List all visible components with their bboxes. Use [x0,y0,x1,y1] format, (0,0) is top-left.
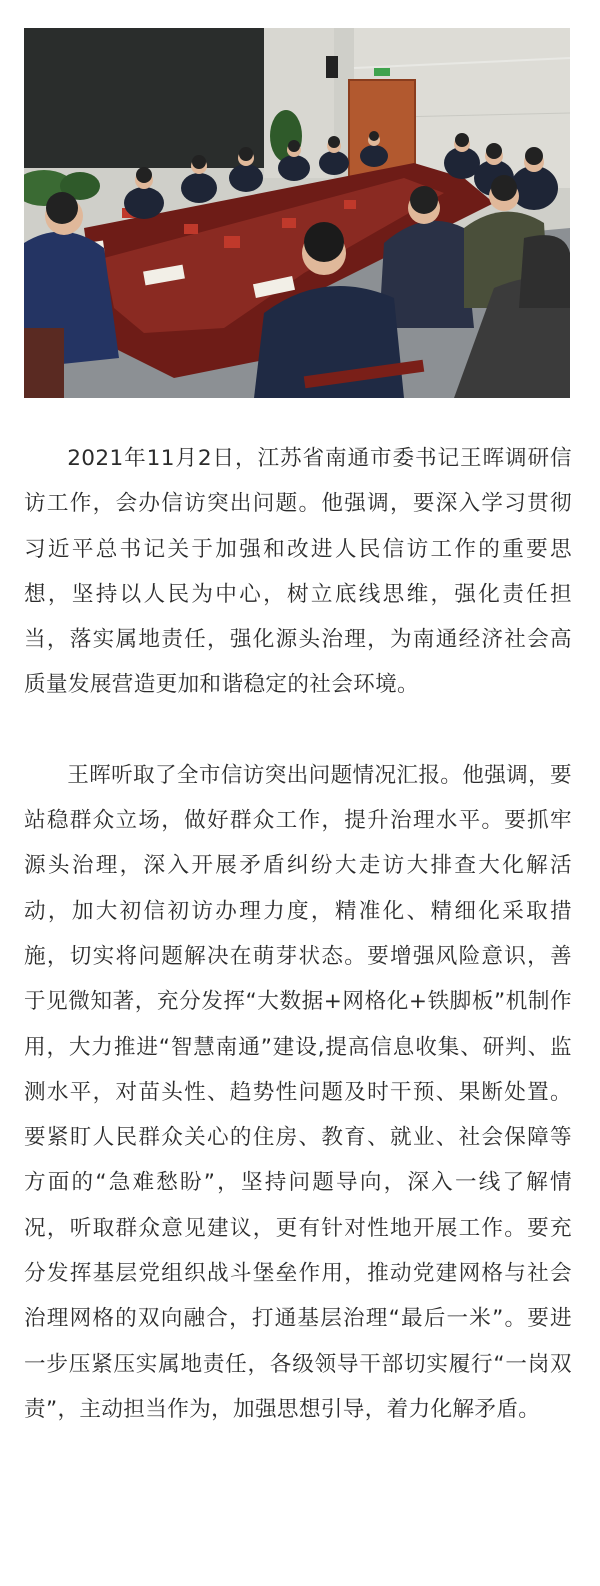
photo-board [24,28,264,168]
meeting-photo-illustration [24,28,570,398]
article-paragraph: 王晖听取了全市信访突出问题情况汇报。他强调，要站稳群众立场，做好群众工作，提升治理水平。要抓牢源头治理，深入开展矛盾纠纷大走访大排查大化解活动，加大初信初访办理力度，精准化、精细化采取措施，切实将问题解决在萌芽状态。要增强风险意识，善于见微知著，充分发挥“大数据+网格化+铁脚板”机制作用，大力推进“智慧南通”建设,提高信息收集、研判、监测水平，对苗头性、趋势性问题及时干预、果断处置。要紧盯人民群众关心的住房、教育、就业、社会保障等方面的“急难愁盼”，坚持问题导向，深入一线了解情况，听取群众意见建议，更有针对性地开展工作。要充分发挥基层党组织战斗堡垒作用，推动党建网格与社会治理网格的双向融合，打通基层治理“最后一米”。要进一步压紧压实属地责任，各级领导干部切实履行“一岗双责”，主动担当作为，加强思想引导，着力化解矛盾。 [24,762,572,1422]
article-body [24,436,572,1432]
article-paragraph: 2021年11月2日，江苏省南通市委书记王晖调研信访工作，会办信访突出问题。他强调，要深入学习贯彻习近平总书记关于加强和改进人民信访工作的重要思想，坚持以人民为中心，树立底线思维，强化责任担当，落实属地责任，强化源头治理，为南通经济社会高质量发展营造更加和谐稳定的社会环境。 [24,446,572,698]
meeting-photo [24,28,570,398]
